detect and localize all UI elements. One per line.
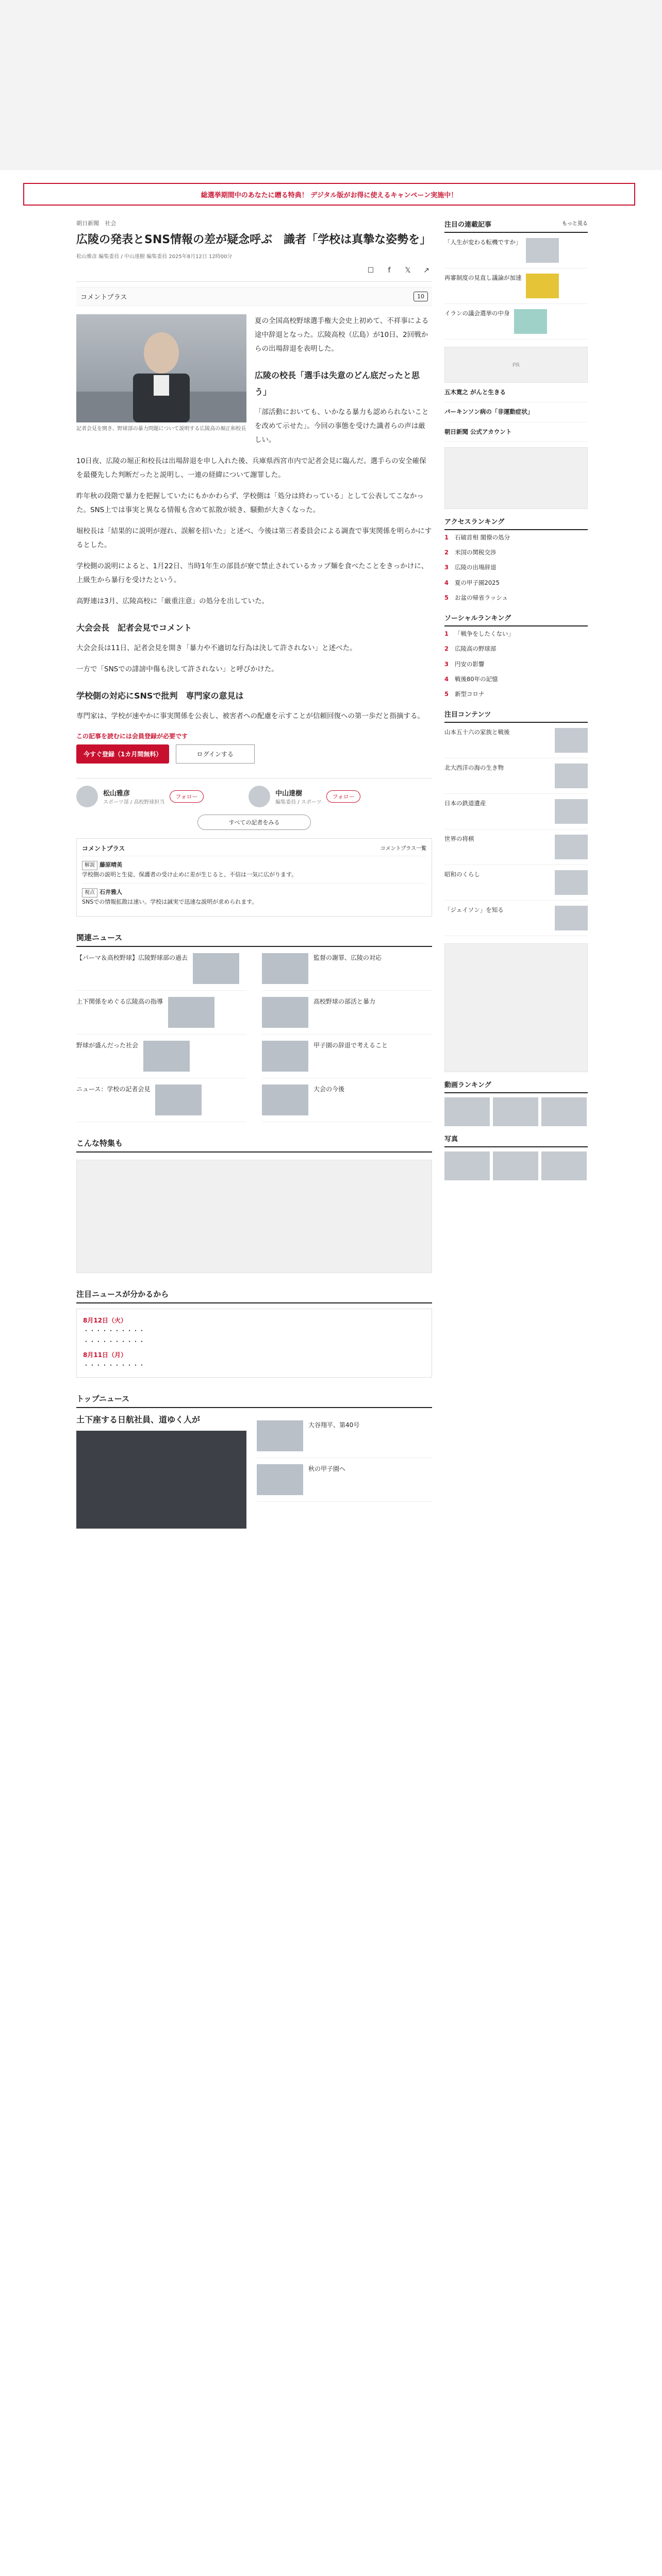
related-item[interactable]	[76, 1078, 246, 1122]
video-ranking-title	[444, 1079, 588, 1093]
paragraph: 堀校長は「結果的に説明が遅れ、誤解を招いた」と述べ、今後は第三者委員会による調査で事実関係を明らかにするとした。	[76, 527, 432, 549]
ranking-item[interactable]: 1 「戦争をしたくない」	[444, 626, 588, 641]
related-item[interactable]	[76, 1035, 246, 1078]
top-news-headline[interactable]: 土下座する日航社員、道ゆく人が	[76, 1414, 201, 1425]
ranking-item[interactable]: 4 戦後80年の記憶	[444, 672, 588, 687]
paragraph: 10日夜、広陵の堀正和校長は出場辞退を申し入れた後、兵庫県西宮市内で記者会見に臨んだ。選手らの安全確保を最優先した判断だったと説明し、一連の経緯について謝罪した。	[76, 456, 426, 479]
follow-button[interactable]: フォロー	[170, 790, 203, 803]
related-text: 上下関係をめぐる広陵高の指導	[76, 997, 163, 1005]
ad-slot[interactable]	[76, 1160, 432, 1273]
access-ranking-title	[444, 516, 588, 530]
contents-title	[444, 709, 588, 723]
related-thumb	[262, 997, 308, 1028]
series-item[interactable]	[444, 233, 588, 268]
contents-heading: 注目コンテンツ	[444, 711, 491, 719]
ranking-item[interactable]: 4 夏の甲子園2025	[444, 575, 588, 590]
author-role: スポーツ部 / 高校野球担当	[103, 799, 165, 805]
related-item[interactable]	[262, 1078, 432, 1122]
ranking-box	[76, 1309, 432, 1378]
content-text: 日本の鉄道遺産	[444, 800, 486, 807]
content-item[interactable]	[444, 865, 588, 901]
ranking-section	[76, 1289, 432, 1378]
related-text: 【パーマ＆高校野球】広陵野球部の過去	[76, 954, 188, 961]
crumb-home[interactable]: 朝日新聞	[76, 220, 99, 227]
rank-text: 夏の甲子園2025	[455, 579, 500, 586]
rank-text: 石破首相 閣僚の処分	[455, 533, 510, 541]
campaign-text: 総選挙期間中のあなたに贈る特典！ デジタル版がお得に使えるキャンペーン実施中！	[201, 191, 458, 199]
author-role: 編集委員 / スポーツ	[275, 799, 322, 805]
paragraph: 一方で「SNSでの誹謗中傷も決して許されない」と呼びかけた。	[76, 665, 278, 673]
related-item[interactable]	[262, 947, 432, 991]
related-item[interactable]	[262, 991, 432, 1035]
comment-plus-bar[interactable]	[76, 287, 432, 306]
author-name: 松山雅彦	[103, 789, 130, 798]
paragraph: 専門家は、学校が速やかに事実関係を公表し、被害者への配慮を示すことが信頼回復への第一歩だと指摘する。	[76, 711, 424, 720]
premium-text: 朝日新聞 公式アカウント	[444, 428, 512, 435]
related-text: 監督の謝罪、広陵の対応	[313, 954, 382, 961]
photo-thumb[interactable]	[444, 1151, 490, 1180]
recommend-title: こんな特集も	[76, 1138, 432, 1153]
ranking-item[interactable]: 2 米国の関税交渉	[444, 545, 588, 560]
commenter-name: 藤原晴美	[100, 861, 122, 868]
video-row	[444, 1097, 588, 1126]
article-photo[interactable]	[76, 314, 246, 433]
series-text: イランの議会選挙の中身	[444, 310, 510, 317]
ranking-item[interactable]: 5 新型コロナ	[444, 687, 588, 702]
video-thumb[interactable]	[541, 1097, 587, 1126]
ranking-line[interactable]: ・・・・・・・・・・	[83, 1327, 145, 1335]
ranking-item[interactable]: 2 広陵高の野球部	[444, 641, 588, 656]
content-text: 昭和のくらし	[444, 871, 480, 878]
facebook-icon[interactable]: f	[388, 266, 391, 275]
video-heading: 動画ランキング	[444, 1081, 491, 1090]
content-item[interactable]	[444, 758, 588, 794]
ranking-date: 8月12日（火）	[83, 1316, 127, 1324]
series-thumb	[526, 238, 559, 263]
person-illustration	[76, 314, 246, 422]
related-item[interactable]	[76, 947, 246, 991]
ranking-line[interactable]: ・・・・・・・・・・	[83, 1337, 145, 1345]
ranking-date: 8月11日（月）	[83, 1351, 127, 1359]
paywall	[76, 732, 432, 764]
rank-text: 広陵の出場辞退	[455, 564, 496, 571]
photo-title	[444, 1133, 588, 1147]
top-news-title: トップニュース	[76, 1393, 432, 1408]
follow-button[interactable]: フォロー	[326, 790, 360, 803]
related-thumb	[168, 997, 214, 1028]
ranking-item[interactable]: 3 円安の影響	[444, 657, 588, 672]
content-item[interactable]	[444, 794, 588, 829]
subscribe-button[interactable]: 今すぐ登録（1カ月間無料）	[76, 744, 169, 764]
related-thumb	[262, 953, 308, 984]
photo-thumb[interactable]	[493, 1151, 538, 1180]
paragraph: 夏の全国高校野球選手権大会史上初めて、不祥事による途中辞退となった。広陵高校（広島）が10日、2回戦からの出場辞退を表明した。	[255, 316, 429, 353]
photo-caption: 記者会見を開き、野球部の暴力問題について説明する広陵高の堀正和校長	[76, 426, 246, 432]
side-ad[interactable]	[444, 943, 588, 1072]
premium-item[interactable]	[444, 383, 588, 402]
top-news-item[interactable]	[257, 1458, 432, 1502]
content-item[interactable]	[444, 829, 588, 865]
byline: 松山雅彦 編集委員 / 中山達樹 編集委員 2025年8月12日 12時00分	[76, 253, 233, 260]
subheading: 学校側の対応にSNSで批判 専門家の意見は	[76, 690, 244, 701]
rank-text: 新型コロナ	[455, 690, 485, 698]
x-icon[interactable]: 𝕏	[405, 266, 411, 275]
premium-text: 五木寛之 がんと生きる	[444, 388, 506, 396]
paragraph: 「部活動においても、いかなる暴力も認められないことを改めて示せた」。今回の事態を受けた識者らの声は厳しい。	[255, 408, 429, 444]
top-news	[76, 1393, 432, 1529]
related-item[interactable]	[262, 1035, 432, 1078]
premium-item[interactable]	[444, 402, 588, 422]
photo-heading: 写真	[444, 1136, 458, 1144]
author-card[interactable]	[249, 786, 419, 807]
premium-text: パーキンソン病の「非運動症状」	[444, 408, 534, 416]
content-text: 北大西洋の海の生き物	[444, 764, 504, 772]
related-thumb	[262, 1041, 308, 1072]
video-thumb[interactable]	[444, 1097, 490, 1126]
top-text: 大谷翔平、第40号	[308, 1421, 360, 1429]
paywall-text: この記事を読むには会員登録が必要です	[76, 732, 188, 740]
series-item[interactable]	[444, 304, 588, 340]
content-text: 山本五十六の家族と戦後	[444, 728, 510, 736]
comment-text: 学校側の説明と生徒、保護者の受け止めに差が生じると、不信は一気に広がります。	[82, 871, 297, 878]
author-card[interactable]	[76, 786, 246, 807]
related-text: 高校野球の部活と暴力	[313, 997, 376, 1005]
related-text: 甲子園の辞退で考えること	[313, 1041, 388, 1049]
author-name: 中山達樹	[275, 789, 303, 798]
rank-text: 米国の関税交渉	[455, 549, 496, 556]
social-ranking-title	[444, 613, 588, 626]
share-icon[interactable]: ↗	[423, 266, 429, 275]
rank-text: 「戦争をしたくない」	[455, 630, 514, 637]
see-all-authors-button[interactable]: すべての記者をみる	[197, 815, 311, 830]
paragraph: 高野連は3月、広陵高校に「厳重注意」の処分を出していた。	[76, 597, 269, 605]
bookmark-icon[interactable]: ☐	[367, 266, 374, 275]
content-thumb	[555, 906, 588, 930]
content-thumb	[555, 799, 588, 824]
series-text: 再審制度の見直し議論が加速	[444, 274, 522, 281]
photo-row	[444, 1151, 588, 1180]
campaign-banner[interactable]	[23, 183, 635, 206]
authors	[76, 778, 432, 830]
series-more[interactable]: もっと見る	[562, 221, 588, 227]
paragraph: 昨年秋の段階で暴力を把握していたにもかかわらず、学校側は「処分は終わっている」として公表してこなかった。SNS上では事実と異なる情報も含めて拡散が続き、騒動が大きくなった。	[76, 492, 424, 514]
comment-plus-title: コメントプラス	[82, 844, 125, 852]
avatar	[249, 786, 270, 807]
content-item[interactable]	[444, 723, 588, 758]
side-ad[interactable]	[444, 347, 588, 383]
premium-item[interactable]	[444, 422, 588, 442]
content-thumb	[555, 870, 588, 895]
related-thumb	[262, 1084, 308, 1115]
photo-thumb[interactable]	[541, 1151, 587, 1180]
content-thumb	[555, 835, 588, 859]
share-bar	[76, 265, 432, 282]
rank-text: お盆の帰省ラッシュ	[455, 594, 508, 601]
access-heading: アクセスランキング	[444, 518, 505, 526]
related-text: ニュース：学校の記者会見	[76, 1085, 151, 1093]
related-title: 関連ニュース	[76, 932, 432, 947]
related-text: 野球が盛んだった社会	[76, 1041, 139, 1049]
article	[76, 219, 432, 1529]
related-item[interactable]	[76, 991, 246, 1035]
recommend-section	[76, 1138, 432, 1273]
article-title: 広陵の発表とSNS情報の差が疑念呼ぶ 識者「学校は真摯な姿勢を」	[76, 233, 432, 246]
commenter-name: 石井雅人	[100, 889, 122, 896]
ranking-line[interactable]: ・・・・・・・・・・	[83, 1362, 145, 1369]
series-thumb	[514, 309, 547, 334]
paragraph: 学校側の説明によると、1月22日、当時1年生の部員が寮で禁止されているカップ麺を食べたことをきっかけに、上級生から暴行を受けたという。	[76, 562, 428, 584]
comment-text: SNSでの情報拡散は速い。学校は誠実で迅速な説明が求められます。	[82, 899, 258, 906]
rank-text: 広陵高の野球部	[455, 645, 496, 653]
paragraph: 大会会長は11日、記者会見を開き「暴力や不適切な行為は決して許されない」と述べた。	[76, 643, 357, 652]
crumb-section[interactable]: 社会	[105, 220, 117, 227]
comment-count: 10	[413, 292, 428, 301]
login-button[interactable]: ログインする	[176, 744, 255, 764]
related-news	[76, 932, 432, 1122]
series-thumb	[526, 274, 559, 298]
related-text: 大会の今後	[313, 1085, 345, 1093]
comment-row[interactable]	[82, 883, 426, 911]
series-item[interactable]	[444, 268, 588, 304]
related-thumb	[193, 953, 239, 984]
series-heading: 注目の連載記事	[444, 221, 492, 229]
ranking-title: 注目ニュースが分かるから	[76, 1289, 432, 1303]
ad-label: PR	[512, 361, 520, 368]
top-text: 秋の甲子園へ	[308, 1465, 346, 1472]
comment-row[interactable]	[82, 856, 426, 884]
content-thumb	[555, 764, 588, 788]
top-thumb	[257, 1420, 303, 1451]
rank-text: 戦後80年の記憶	[455, 675, 498, 683]
video-thumb[interactable]	[493, 1097, 538, 1126]
rank-text: 円安の影響	[455, 660, 485, 668]
related-thumb	[143, 1041, 190, 1072]
content-text: 「ジェイソン」を知る	[444, 906, 504, 914]
series-text: 「人生が変わる転機ですか」	[444, 239, 522, 246]
series-title	[444, 219, 588, 233]
breadcrumb	[76, 219, 432, 227]
top-news-image[interactable]	[76, 1431, 246, 1529]
comment-plus-more[interactable]: コメントプラス一覧	[380, 845, 426, 852]
comment-tag: 視点	[82, 888, 97, 897]
comment-tag: 解説	[82, 861, 97, 870]
content-thumb	[555, 728, 588, 753]
comment-plus-box	[76, 838, 432, 917]
content-text: 世界の将棋	[444, 835, 474, 843]
avatar	[76, 786, 98, 807]
content-item[interactable]	[444, 901, 588, 936]
top-news-item[interactable]	[257, 1414, 432, 1458]
ranking-item[interactable]: 3 広陵の出場辞退	[444, 560, 588, 575]
header-area	[0, 0, 662, 170]
sidebar	[444, 219, 588, 1180]
ranking-item[interactable]: 5 お盆の帰省ラッシュ	[444, 590, 588, 605]
ranking-item[interactable]: 1 石破首相 閣僚の処分	[444, 530, 588, 545]
social-heading: ソーシャルランキング	[444, 615, 511, 622]
article-image	[76, 314, 246, 422]
top-thumb	[257, 1464, 303, 1495]
subheading: 大会会長 記者会見でコメント	[76, 622, 192, 633]
side-ad[interactable]	[444, 447, 588, 509]
subheading: 広陵の校長「選手は失意のどん底だったと思う」	[255, 370, 420, 397]
comment-plus-label: コメントプラス	[80, 293, 127, 301]
related-thumb	[155, 1084, 202, 1115]
